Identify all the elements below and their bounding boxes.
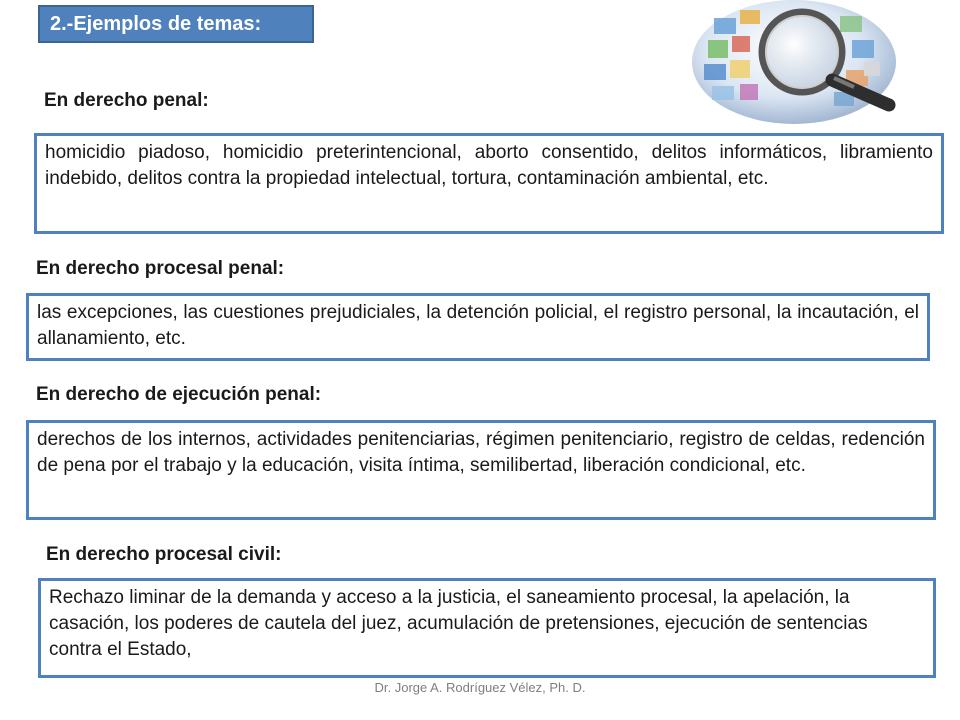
box-derecho-penal bbox=[34, 133, 944, 234]
body-derecho-procesal-civil: Rechazo liminar de la demanda y acceso a la justicia, el saneamiento procesal, la apelación, la casación, los poderes de cautela del juez, acumulación de pretensiones, ejecución de sentencias contra el Estado, bbox=[49, 587, 868, 660]
body-derecho-penal: homicidio piadoso, homicidio preterintencional, aborto consentido, delitos informáticos, libramiento indebido, delitos contra la propiedad intelectual, tortura, contaminación ambiental, etc. bbox=[45, 142, 933, 189]
slide-title bbox=[38, 5, 314, 43]
heading-derecho-procesal-civil: En derecho procesal civil: bbox=[46, 544, 282, 565]
body-derecho-procesal-penal: las excepciones, las cuestiones prejudiciales, la detención policial, el registro personal, la incautación, el allanamiento, etc. bbox=[37, 302, 919, 349]
globe-with-magnifier-icon bbox=[684, 0, 944, 130]
footer-author: Dr. Jorge A. Rodríguez Vélez, Ph. D. bbox=[374, 680, 586, 695]
box-derecho-procesal-penal bbox=[26, 293, 930, 361]
box-derecho-ejecucion-penal bbox=[26, 420, 936, 520]
box-derecho-procesal-civil bbox=[38, 578, 936, 678]
heading-derecho-procesal-penal: En derecho procesal penal: bbox=[36, 258, 285, 279]
heading-derecho-penal: En derecho penal: bbox=[44, 90, 209, 111]
heading-derecho-ejecucion-penal: En derecho de ejecución penal: bbox=[36, 384, 322, 405]
slide-title-text: 2.-Ejemplos de temas: bbox=[50, 12, 262, 35]
body-derecho-ejecucion-penal: derechos de los internos, actividades penitenciarias, régimen penitenciario, registro de celdas, redención de pena por el trabajo y la educación, visita íntima, semilibertad, liberación condicional, etc. bbox=[37, 429, 925, 476]
